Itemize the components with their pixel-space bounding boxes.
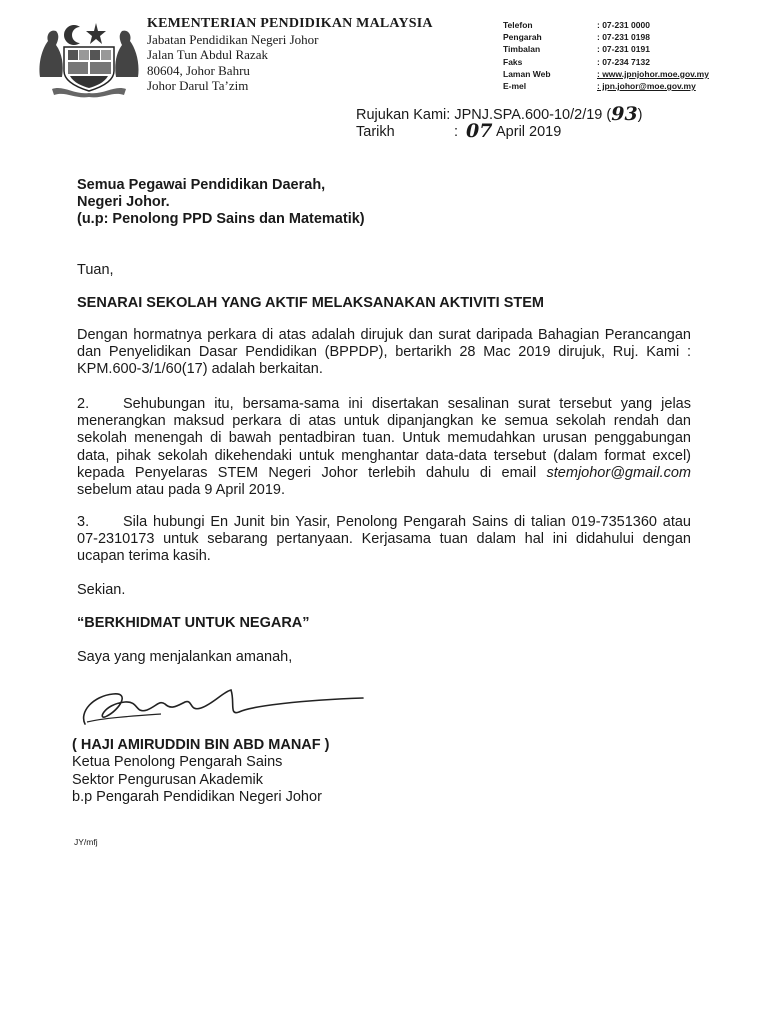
contact-value: : 07-231 0000 [597,20,650,30]
reference-close: ) [637,107,643,123]
subject-heading: SENARAI SEKOLAH YANG AKTIF MELAKSANAKAN AKTIVITI STEM [77,295,544,311]
contact-row [503,68,709,80]
reference-number-handwritten: 93 [611,103,638,125]
closing-amanah: Saya yang menjalankan amanah, [77,649,293,665]
signatory-sector: Sektor Pengurusan Akademik [72,771,264,788]
recipient-block [77,177,365,228]
date-colon: : [454,124,459,140]
contact-label: Telefon [503,20,533,30]
stem-email[interactable]: stemjohor@gmail.com [546,464,691,481]
paragraph-number: 2. [77,396,90,412]
date-day-handwritten: 07 [466,120,493,142]
paragraph-1: Dengan hormatnya perkara di atas adalah dirujuk dan surat daripada Bahagian Perancangan dan Penyelidikan Dasar Pendidikan (BPPDP), bertarikh 28 Mac 2019 dirujuk, Ruj. Kami : KPM.600-3/1/60(17) adalah berkaitan. [77,327,691,378]
paragraph-3 [77,514,691,566]
email-link[interactable]: : jpn.johor@moe.gov.my [597,81,696,92]
recipient-line: Negeri Johor. [77,194,170,210]
paragraph-2-tail: sebelum atau pada 9 April 2019. [77,482,285,499]
paragraph-number: 3. [77,514,90,530]
contact-row [503,43,709,55]
salutation: Tuan, [77,262,114,278]
signatory-name: ( HAJI AMIRUDDIN BIN ABD MANAF ) [72,737,330,753]
contact-label: Pengarah [503,32,542,43]
motto: “BERKHIDMAT UNTUK NEGARA” [77,615,310,631]
contact-label: Timbalan [503,44,541,55]
paragraph-2 [77,396,691,499]
contact-label: E-mel [503,81,527,92]
department-name: Jabatan Pendidikan Negeri Johor [147,31,319,47]
contact-row [503,56,709,68]
contact-block [503,19,709,92]
contact-row [503,31,709,43]
date-month-year: April 2019 [496,124,562,140]
ministry-name: KEMENTERIAN PENDIDIKAN MALAYSIA [147,16,433,31]
date-label: Tarikh [356,124,395,140]
closing-sekian: Sekian. [77,582,126,598]
reference-label: Rujukan Kami: JPNJ.SPA.600-10/2/19 ( [356,107,612,123]
recipient-line: (u.p: Penolong PPD Sains dan Matematik) [77,211,365,227]
website-link[interactable]: : www.jpnjohor.moe.gov.my [597,68,709,79]
date-line [356,120,643,142]
organization-block [147,16,433,94]
address-line: Jalan Tun Abdul Razak [147,47,268,62]
address-line: 80604, Johor Bahru [147,62,250,78]
contact-row [503,19,709,31]
signatory-title: Ketua Penolong Pengarah Sains [72,754,283,771]
reference-block [356,103,643,142]
signatory-on-behalf: b.p Pengarah Pendidikan Negeri Johor [72,788,322,805]
reference-line [356,103,643,125]
recipient-line: Semua Pegawai Pendidikan Daerah, [77,177,326,193]
contact-label: Laman Web [503,68,551,79]
handwritten-signature [73,682,373,734]
contact-value: : 07-231 0191 [597,44,650,55]
signatory-block [72,737,330,806]
contact-label: Faks [503,56,523,67]
contact-value: : 07-234 7132 [597,56,650,67]
paragraph-3-body: Sila hubungi En Junit bin Yasir, Penolong Pengarah Sains di talian 019-7351360 atau 07-2310173 untuk sebarang pertanyaan. Kerjasama tuan dalam hal ini didahului dengan ucapan terima kasih. [77,514,691,565]
coat-of-arms-icon [34,13,144,99]
contact-row [503,80,709,92]
address-line: Johor Darul Ta’zim [147,78,249,93]
contact-value: : 07-231 0198 [597,32,650,43]
reference-initials: JY/mfj [74,837,98,847]
paragraph-2-body: Sehubungan itu, bersama-sama ini disertakan sesalinan surat tersebut yang jelas menerangkan maksud perkara di atas untuk dipanjangkan ke semua sekolah rendah dan sekolah menengah di bawah pentadbiran tuan. Untuk memudahkan urusan penggabungan data, pihak sekolah dikehendaki untuk menghantar data-data tersebut (dalam format excel) kepada Penyelaras STEM Negeri Johor terlebih dahulu di email [77,396,691,481]
